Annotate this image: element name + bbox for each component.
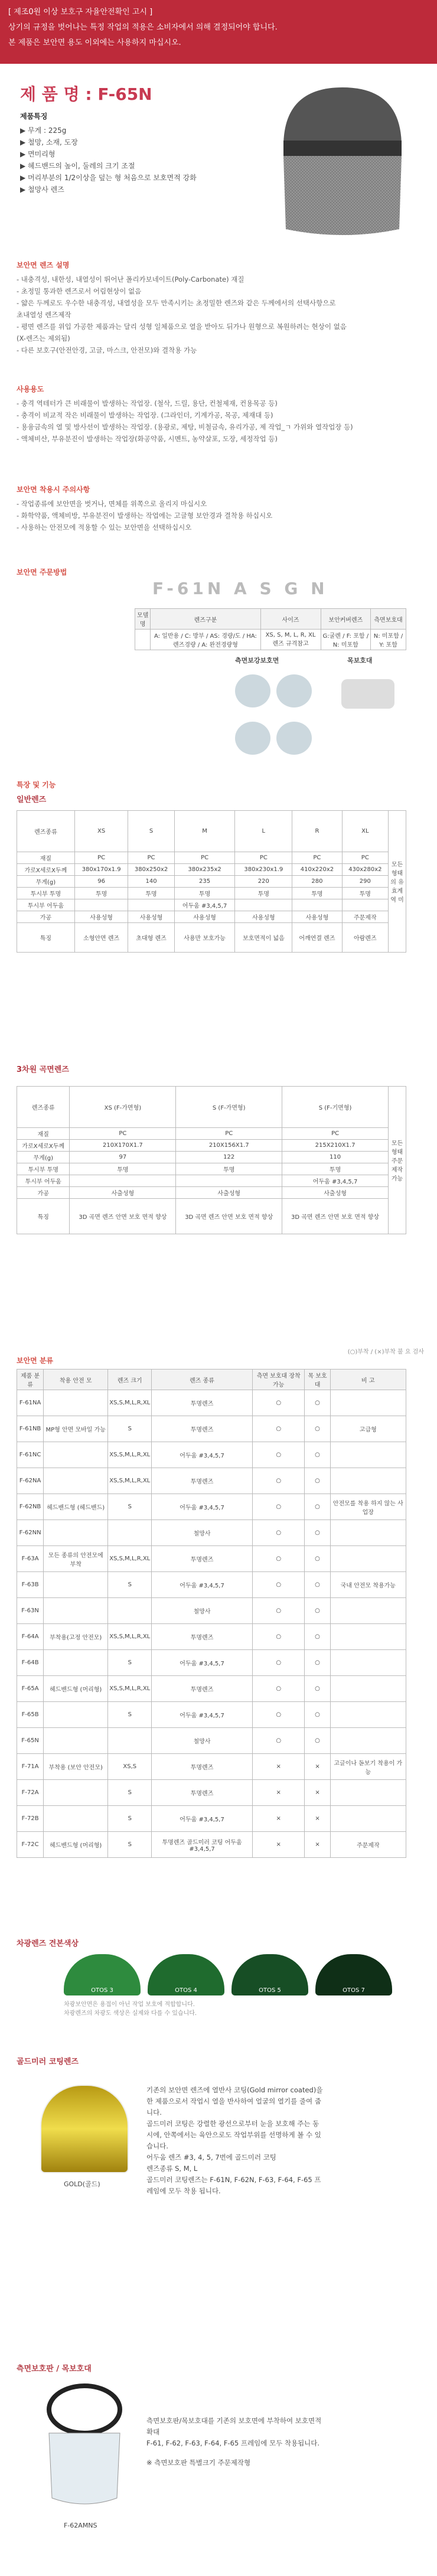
table-cell: ○ (252, 1494, 305, 1520)
order-title: 보안면 주문방법 (17, 568, 67, 576)
table-cell: ○ (305, 1520, 330, 1546)
lens-line: - 다른 보호구(안전안경, 고글, 마스크, 안전모)와 결착용 가능 (17, 346, 197, 354)
table-cell: ○ (252, 1468, 305, 1494)
table-cell (44, 1390, 108, 1416)
table-row (17, 1520, 406, 1546)
table-cell: 투명렌즈 (152, 1390, 253, 1416)
table-cell (330, 1806, 406, 1832)
table-cell: 헤드밴드형 (머리형) (44, 1832, 108, 1858)
table-cell: XS,S,M,L,R,XL (108, 1442, 152, 1468)
table-cell: F-63A (17, 1546, 44, 1572)
order-code: F-61N A S G N (152, 579, 328, 598)
usage-line: - 용융금속의 열 및 방사선이 발생하는 작업장. (용광로, 제탕, 비철금속, 유리가공, 제 작업_ㄱ 가위와 열작업장 등) (17, 423, 353, 431)
table-cell: × (305, 1806, 330, 1832)
table-cell: ○ (305, 1442, 330, 1468)
table-cell (44, 1702, 108, 1728)
table-cell: 부착용 (보안 안전모) (44, 1754, 108, 1780)
table-cell: XS,S,M,L,R,XL (108, 1676, 152, 1702)
table-cell: 국내 안전모 착용가능 (330, 1572, 406, 1598)
table-cell (44, 1780, 108, 1806)
table-cell: 부착용(고정 안전모) (44, 1624, 108, 1650)
gold-lens-image (40, 2085, 129, 2173)
table-cell: F-65N (17, 1728, 44, 1754)
table-cell: 어두움 #3,4,5,7 (152, 1650, 253, 1676)
table-cell: ○ (305, 1598, 330, 1624)
table-cell: ○ (252, 1416, 305, 1442)
gold-label: GOLD(골드) (64, 2180, 100, 2188)
side-protector-section (17, 2362, 424, 2563)
side-protector-desc (146, 2415, 324, 2469)
gold-line: 골드미러 코팅렌즈는 F-61N, F-62N, F-63, F-64, F-65 프레임에 모두 착용 됩니다. (146, 2176, 321, 2195)
table-cell: ○ (305, 1650, 330, 1676)
order-table: 모델명 렌즈구분 사이즈 보안커버렌즈 측면보호대 A: 일반용 / C: 방부 / AS: 경량/도 / HA: 렌즈경량 / A: 완전경량형 XS, S, M, L, R, XL 렌즈 규격참고 G:굴렌 / F: 포함 / N: 미포함 N: 미포함 / Y: 포함 (135, 608, 406, 650)
spec-item: ▶ 머리부분의 1/2이상을 덮는 형 처음으로 보호면적 강화 (20, 174, 197, 182)
table-cell: 헤드밴드형 (헤드밴드) (44, 1494, 108, 1520)
table-row (17, 1650, 406, 1676)
spec-item: ▶ 무게 : 225g (20, 126, 67, 135)
table-cell (330, 1650, 406, 1676)
table-cell: 고급형 (330, 1416, 406, 1442)
table-cell (330, 1728, 406, 1754)
classification-section (17, 1346, 424, 1858)
table-cell (44, 1520, 108, 1546)
table-cell: F-65A (17, 1676, 44, 1702)
classification-note: (○)부착 / (×)부착 불 요 검사 (347, 1349, 424, 1355)
table-cell: 어두움 #3,4,5,7 (152, 1442, 253, 1468)
gold-line: 어두움 렌즈 #3, 4, 5, 7번에 골드미러 코팅 (146, 2153, 276, 2161)
usage-line: - 액체비산, 부유분진이 발생하는 작업장(화공약품, 시멘트, 농약살포, 도장, 세정작업 등) (17, 435, 278, 443)
caution-line: - 사용하는 안전모에 적용할 수 있는 보안면을 선택하십시오 (17, 523, 192, 531)
table-row (17, 1728, 406, 1754)
table-row (17, 1546, 406, 1572)
table-cell: 모든 종류의 안전모에 부착 (44, 1546, 108, 1572)
table-cell: 투명렌즈 (152, 1468, 253, 1494)
mesh-face-shield-image (260, 76, 413, 241)
table-cell: 투명렌즈 (152, 1624, 253, 1650)
dark-lens-swatches (64, 1954, 424, 1995)
table-cell: S (108, 1702, 152, 1728)
table-cell: ○ (305, 1572, 330, 1598)
classification-table: 제품 분류 착용 안전 모 렌즈 크기 렌즈 종류 측면 보호대 장착가능 목 보호대 비 고 F-61NA XS,S,M,L,R,XL 투명렌즈 ○ ○ F-61NB MP형 안면 모바일 가능 S 투명렌즈 ○ ○ 고급형 F-61NC XS,S,M,L,R,XL 어두움 #3,4,5,7 ○ ○ F-62NA XS,S,M,L,R,XL 투명렌즈 ○ ○ F-62NB 헤드밴드형 (헤드밴드) S 어두움 #3,4,5,7 ○ ○ 안전모를 착용 하지 않는 사업장 F-62NN 철망사 ○ ○ F-63A 모든 종류의 안전모에 부착 XS,S,M,L,R,XL 투명렌즈 ○ ○ F-63B S 어두움 #3,4,5,7 ○ ○ 국내 안전모 착용가능 F-63N 철망사 ○ ○ F-64A 부착용(고정 안전모) XS,S,M,L,R,XL 투명렌즈 ○ ○ F-64B S 어두움 #3,4,5,7 ○ ○ F-65A 헤드밴드형 (머리형) XS,S,M,L,R,XL 투명렌즈 ○ ○ F-65B S 어두움 #3,4,5,7 ○ ○ F-65N 철망사 ○ ○ F-71A 부착용 (보안 안전모) XS,S 투명렌즈 × × 고글이나 돋보기 착용이 가능 F-72A S 투명렌즈 × × F-72B S 어두움 #3,4,5,7 × × F-72C 헤드밴드형 (머리형) S 투명렌즈 골드미러 코팅 어두움 #3,4,5,7 × × 주문제작 (17, 1369, 406, 1858)
table-cell (330, 1702, 406, 1728)
classification-title: 보안면 분류 (17, 1357, 54, 1365)
table-cell (330, 1780, 406, 1806)
caution-section (17, 484, 418, 533)
side-line: F-61, F-62, F-63, F-64, F-65 프레임에 모두 착용됩니다. (146, 2439, 320, 2447)
table-row (17, 1806, 406, 1832)
table-cell: ○ (305, 1494, 330, 1520)
table-cell: ○ (252, 1728, 305, 1754)
spec-section (17, 780, 424, 953)
table-cell (330, 1598, 406, 1624)
side-guard-label: 측면보강보호면 (235, 657, 279, 664)
gold-line: 기존의 보안면 렌즈에 열반사 코팅(Gold mirror coated)을 한 제품으로서 작업시 열을 반사하여 얼굴의 열기를 줄여 줍니다. (146, 2086, 323, 2117)
lens-line: - 얇은 두께로도 우수한 내충격성, 내열성을 모두 만족시키는 초정밀한 렌즈와 같은 두께에서의 선택사항으로 (17, 299, 336, 307)
table-row (17, 1494, 406, 1520)
spec-item: ▶ 철망사 렌즈 (20, 185, 64, 194)
table-cell: F-63N (17, 1598, 44, 1624)
table-cell: ○ (252, 1520, 305, 1546)
table-cell: ○ (305, 1624, 330, 1650)
table-cell (330, 1546, 406, 1572)
table-cell: ○ (252, 1546, 305, 1572)
curved-lens-title: 3차원 곡면렌즈 (17, 1065, 69, 1074)
table-cell (330, 1442, 406, 1468)
table-cell: × (252, 1780, 305, 1806)
otos-3-swatch: OTOS 3 (64, 1954, 141, 1995)
table-cell (44, 1650, 108, 1676)
table-cell: ○ (252, 1442, 305, 1468)
table-cell: XS,S,M,L,R,XL (108, 1390, 152, 1416)
table-cell: 투명렌즈 (152, 1416, 253, 1442)
table-cell: 어두움 #3,4,5,7 (152, 1702, 253, 1728)
table-cell: S (108, 1780, 152, 1806)
banner-line-2: 상기의 규정을 벗어나는 특정 작업의 적용은 소비자에서 의해 결정되어야 합니다. (8, 23, 278, 32)
table-cell (330, 1520, 406, 1546)
table-row (17, 1754, 406, 1780)
table-cell: S (108, 1650, 152, 1676)
table-cell: × (305, 1780, 330, 1806)
table-cell: ○ (305, 1468, 330, 1494)
table-cell: S (108, 1416, 152, 1442)
table-cell: XS,S,M,L,R,XL (108, 1624, 152, 1650)
table-cell: S (108, 1572, 152, 1598)
spec-item: ▶ 철망, 소재, 도장 (20, 138, 78, 146)
neck-guard-label: 목보호대 (347, 657, 373, 664)
table-cell: ○ (305, 1702, 330, 1728)
table-cell: × (252, 1754, 305, 1780)
table-cell: 투명렌즈 골드미러 코팅 어두움 #3,4,5,7 (152, 1832, 253, 1858)
table-row (17, 1676, 406, 1702)
table-cell (108, 1728, 152, 1754)
table-cell: F-64A (17, 1624, 44, 1650)
side-line: 측면보호판/목보호대를 기존의 보호면에 부착하여 보호면적 확대 (146, 2417, 322, 2436)
table-cell (330, 1390, 406, 1416)
table-cell: XS,S,M,L,R,XL (108, 1546, 152, 1572)
table-cell: S (108, 1832, 152, 1858)
table-cell (44, 1468, 108, 1494)
otos-4-swatch: OTOS 4 (148, 1954, 224, 1995)
table-cell: F-71A (17, 1754, 44, 1780)
table-cell: ○ (305, 1416, 330, 1442)
lens-line: - 평면 렌즈를 위입 가공한 제품과는 달리 성형 일체품으로 열을 받아도 뒤가나 원형으로 복원하려는 현상이 없음 (17, 322, 347, 331)
table-cell: ○ (252, 1390, 305, 1416)
product-title: 제 품 명 : F-65N (20, 84, 152, 104)
table-cell (108, 1520, 152, 1546)
table-cell: ○ (252, 1676, 305, 1702)
usage-line: - 충격이 비교적 작은 비래물이 발생하는 작업장. (그라인더, 기계가공, 목공, 제재대 등) (17, 411, 273, 419)
table-cell: ○ (305, 1390, 330, 1416)
table-cell: F-61NB (17, 1416, 44, 1442)
table-cell: × (252, 1806, 305, 1832)
side-protector-label: F-62AMNS (64, 2522, 97, 2529)
table-row (17, 1780, 406, 1806)
table-cell (330, 1624, 406, 1650)
dark-lens-section (17, 1937, 424, 2017)
product-overview (0, 64, 437, 412)
table-cell: 주문제작 (330, 1832, 406, 1858)
caution-title: 보안면 착용시 주의사항 (17, 485, 90, 494)
dark-lens-title: 차광렌즈 견본색상 (17, 1939, 79, 1948)
table-cell: 철망사 (152, 1728, 253, 1754)
order-method (17, 567, 424, 774)
table-cell: 어두움 #3,4,5,7 (152, 1494, 253, 1520)
side-protector-title: 측면보호판 / 목보호대 (17, 2365, 92, 2373)
table-cell: F-62NN (17, 1520, 44, 1546)
usage-title: 사용용도 (17, 385, 44, 393)
banner-line-1: [ 제조0원 이상 보호구 자율안전확인 고시 ] (8, 8, 153, 17)
gold-line: 골드미러 코팅은 강렬한 광선으로부터 눈을 보호해 주는 동시에, 안쪽에서는 육안으로도 작업부위를 선명하게 볼 수 있습니다. (146, 2120, 321, 2150)
lens-line: - 내충격성, 내한성, 내열성이 뛰어난 폴리카보네이트(Poly-Carbonate) 재질 (17, 275, 244, 283)
table-cell: ○ (305, 1676, 330, 1702)
table-row (17, 1598, 406, 1624)
curved-lens-section (17, 1063, 424, 1234)
usage-section (17, 384, 418, 445)
table-cell: XS,S,M,L,R,XL (108, 1468, 152, 1494)
table-cell: F-72A (17, 1780, 44, 1806)
spec-item: ▶ 헤드밴드의 높이, 둘레의 크기 조절 (20, 162, 135, 170)
table-cell: ○ (252, 1598, 305, 1624)
dark-note-1: 차광보안면은 용접이 아닌 작업 보호에 적합합니다. (64, 2001, 195, 2008)
table-cell: F-62NB (17, 1494, 44, 1520)
lens-line: - 초정밀 통과한 렌즈로서 어림현상이 없음 (17, 287, 142, 295)
gold-mirror-section (17, 2055, 424, 2226)
table-row (17, 1624, 406, 1650)
table-row (17, 1442, 406, 1468)
shield-accessory-images (229, 667, 406, 768)
table-cell (330, 1468, 406, 1494)
table-cell: F-72C (17, 1832, 44, 1858)
general-lens-subtitle: 일반렌즈 (17, 795, 47, 804)
table-cell: S (108, 1494, 152, 1520)
table-cell: MP형 안면 모바일 가능 (44, 1416, 108, 1442)
caution-line: - 화학약품, 액체비방, 부유분진이 발생하는 작업에는 고글형 보안경과 결착용 하십시오 (17, 511, 273, 520)
gold-line: 렌즈종류 S, M, L (146, 2164, 198, 2173)
table-cell: ○ (305, 1546, 330, 1572)
table-cell: S (108, 1806, 152, 1832)
table-cell (44, 1442, 108, 1468)
table-row (17, 1702, 406, 1728)
table-cell (44, 1572, 108, 1598)
lens-title: 보안면 렌즈 설명 (17, 261, 70, 269)
table-row (17, 1468, 406, 1494)
gold-title: 골드미러 코팅렌즈 (17, 2057, 79, 2066)
spec-table-title: 특장 및 기능 (17, 781, 56, 789)
table-cell: ○ (252, 1650, 305, 1676)
gold-desc (146, 2085, 324, 2197)
table-cell: XS,S (108, 1754, 152, 1780)
table-cell: F-63B (17, 1572, 44, 1598)
table-cell: 헤드밴드형 (머리형) (44, 1676, 108, 1702)
table-cell (44, 1806, 108, 1832)
table-row (17, 1572, 406, 1598)
curved-lens-table: 렌즈종류 XS (F-가면형) S (F-가면형) S (F-기면형) 모든 형태 주문제작가능 재질 PC PC PC 가로X세로X두께 210X170X1.7 210X156X1.7 215X210X1.7 무게(g) 97 122 110 투시부 투명 투명 투명 투명 투시부 어두움 어두움 #3,4,5,7 가공 사출성형 사출성형 사출성형 특징 3D 곡면 렌즈 안면 보호 면적 향상 3D 곡면 렌즈 안면 보호 면적 향상 3D 곡면 렌즈 안면 보호 면적 향상 (17, 1086, 406, 1234)
spec-item: ▶ 면미리형 (20, 150, 56, 158)
table-cell: 고글이나 돋보기 착용이 가능 (330, 1754, 406, 1780)
side-protector-image (34, 2380, 135, 2516)
side-note: ※ 측면보호판 특별크기 주문제작형 (146, 2458, 251, 2467)
table-row (17, 1390, 406, 1416)
table-cell: 철망사 (152, 1520, 253, 1546)
table-cell: F-62NA (17, 1468, 44, 1494)
lens-description (17, 260, 418, 356)
banner-line-3: 본 제품은 보안면 용도 이외에는 사용하지 마십시오. (8, 38, 181, 47)
table-cell: × (305, 1832, 330, 1858)
table-cell: 안전모를 착용 하지 않는 사업장 (330, 1494, 406, 1520)
table-cell: 투명렌즈 (152, 1546, 253, 1572)
lens-line: 초내열성 렌즈제작 (17, 311, 71, 319)
table-cell: ○ (305, 1728, 330, 1754)
table-row (17, 1832, 406, 1858)
notice-banner (0, 0, 437, 64)
general-lens-table: 렌즈종류 XS S M L R XL 모든 형태의 유효계역 미 재질 PC PC PC PC PC PC 가로X세로X두께 380x170x1.9 380x250x2 380x235x2 380x230x1.9 410x220x2 430x280x2 무게(g) 96 140 235 220 280 290 투시부 투명 투명 투명 투명 투명 투명 투명 투시부 어두움 어두움 #3,4,5,7 가공 사용성형 사용성형 사용성형 사용성형 사용성형 주문제작 특징 소형안면 렌즈 초대형 렌즈 사용만 보호가능 보호면적이 넓음 어깨연결 렌즈 아람렌즈 (17, 810, 406, 953)
table-cell: F-65B (17, 1702, 44, 1728)
table-row (17, 1416, 406, 1442)
table-cell: F-72B (17, 1806, 44, 1832)
table-cell: 철망사 (152, 1598, 253, 1624)
table-cell: 어두움 #3,4,5,7 (152, 1806, 253, 1832)
table-cell: 어두움 #3,4,5,7 (152, 1572, 253, 1598)
table-cell: 투명렌즈 (152, 1676, 253, 1702)
table-cell: F-61NA (17, 1390, 44, 1416)
table-cell (108, 1598, 152, 1624)
table-cell: × (305, 1754, 330, 1780)
dark-note-2: 차광렌즈의 차광도 색상은 실제와 다를 수 있습니다. (64, 2010, 197, 2017)
table-cell: × (252, 1832, 305, 1858)
table-cell: ○ (252, 1702, 305, 1728)
otos-7-swatch: OTOS 7 (315, 1954, 392, 1995)
table-cell (44, 1728, 108, 1754)
product-specs (20, 111, 244, 195)
caution-line: - 작업종류에 보안면을 벗거나, 면체를 위쪽으로 올리지 마십시오 (17, 500, 207, 508)
table-cell (44, 1598, 108, 1624)
usage-line: - 충격 역테터가 큰 비래물이 발생하는 작업장. (철삭, 드릴, 용단, 컨철제재, 컨용목공 등) (17, 399, 278, 407)
otos-5-swatch: OTOS 5 (231, 1954, 308, 1995)
table-cell: ○ (252, 1624, 305, 1650)
spec-label: 제품특징 (20, 112, 48, 120)
table-cell: F-64B (17, 1650, 44, 1676)
table-cell: 투명렌즈 (152, 1754, 253, 1780)
table-cell: F-61NC (17, 1442, 44, 1468)
table-cell (330, 1676, 406, 1702)
lens-line: (X-렌즈는 제외됨) (17, 334, 70, 343)
table-cell: 투명렌즈 (152, 1780, 253, 1806)
table-cell: ○ (252, 1572, 305, 1598)
